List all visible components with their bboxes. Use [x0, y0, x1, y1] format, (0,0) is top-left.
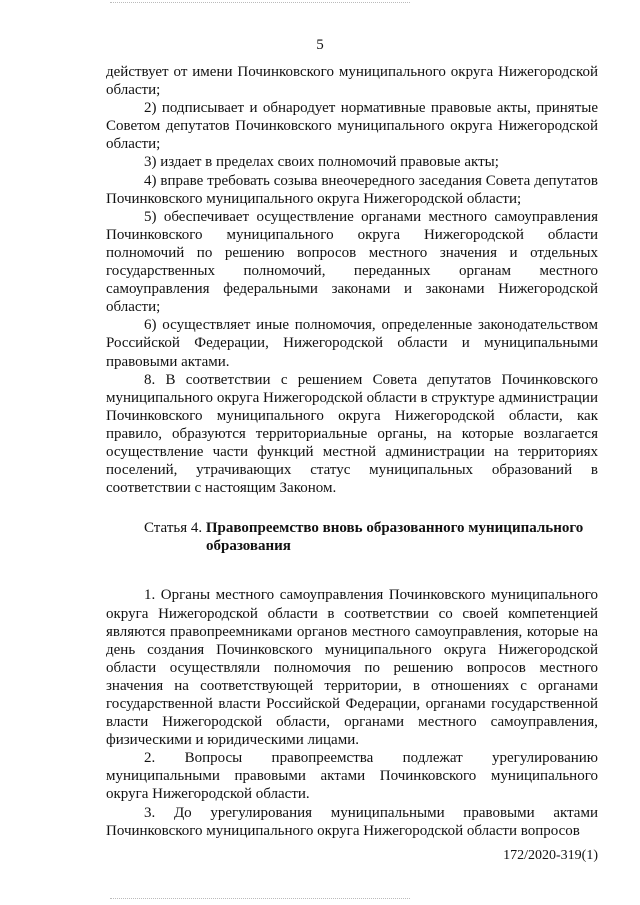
paragraph: 1. Органы местного самоуправления Починковского муниципального округа Нижегородской области в соответствии со своей компетенцией являются правопреемниками органов местного самоуправления, которые на день создания Починковского муниципального округа Нижегородской области осуществляли полномочия по решению вопросов местного значения на соответствующей территории, в отношениях с органами государственной власти Российской Федерации, органами государственной власти Нижегородской области, органами местного самоуправления, физическими и юридическими лицами.	[106, 587, 598, 749]
paragraph: 2. Вопросы правопреемства подлежат урегулированию муниципальными правовыми актами Починковского муниципального округа Нижегородской области.	[106, 750, 598, 803]
article-title-line1: Правопреемство вновь образованного муниципального	[205, 520, 584, 537]
paragraph: 8. В соответствии с решением Совета депутатов Починковского муниципального округа Нижегородской области в структуре администрации Починковского муниципального округа Нижегородской области, как правило, образуются территориальные органы, на которые возлагается осуществление части функций местной администрации на территориях поселений, утрачивающих статус муниципальных образований в соответствии с настоящим Законом.	[106, 371, 598, 497]
paragraph: 6) осуществляет иные полномочия, определенные законодательством Российской Федерации, Нижегородской области и муниципальными правовыми актами.	[106, 317, 598, 370]
paragraph: 5) обеспечивает осуществление органами местного самоуправления Починковского муниципального округа Нижегородской области полномочий по решению вопросов местного значения и отдельных государственных полномочий, переданных органам местного самоуправления федеральными законами и законами Нижегородской области;	[106, 208, 598, 316]
article-label: Статья 4.	[144, 520, 203, 537]
paragraphs-after	[106, 586, 598, 839]
paragraph: 4) вправе требовать созыва внеочередного заседания Совета депутатов Починковского муниципального округа Нижегородской области;	[106, 172, 598, 207]
scan-artifact-top	[110, 2, 410, 5]
paragraph: 3) издает в пределах своих полномочий правовые акты;	[144, 154, 499, 171]
paragraphs-before	[106, 63, 598, 497]
paragraph: 3. До урегулирования муниципальными правовыми актами Починковского муниципального округа Нижегородской области вопросов	[106, 804, 598, 839]
scan-artifact-bottom	[110, 898, 410, 901]
page-number: 5	[316, 37, 324, 53]
article-heading	[106, 519, 598, 555]
paragraph: 2) подписывает и обнародует нормативные правовые акты, принятые Советом депутатов Починковского муниципального округа Нижегородской области;	[106, 100, 598, 153]
paragraph: действует от имени Починковского муниципального округа Нижегородской области;	[106, 64, 598, 99]
document-body	[106, 63, 598, 840]
article-title-line2: образования	[206, 538, 291, 555]
document-code: 172/2020-319(1)	[503, 848, 598, 863]
